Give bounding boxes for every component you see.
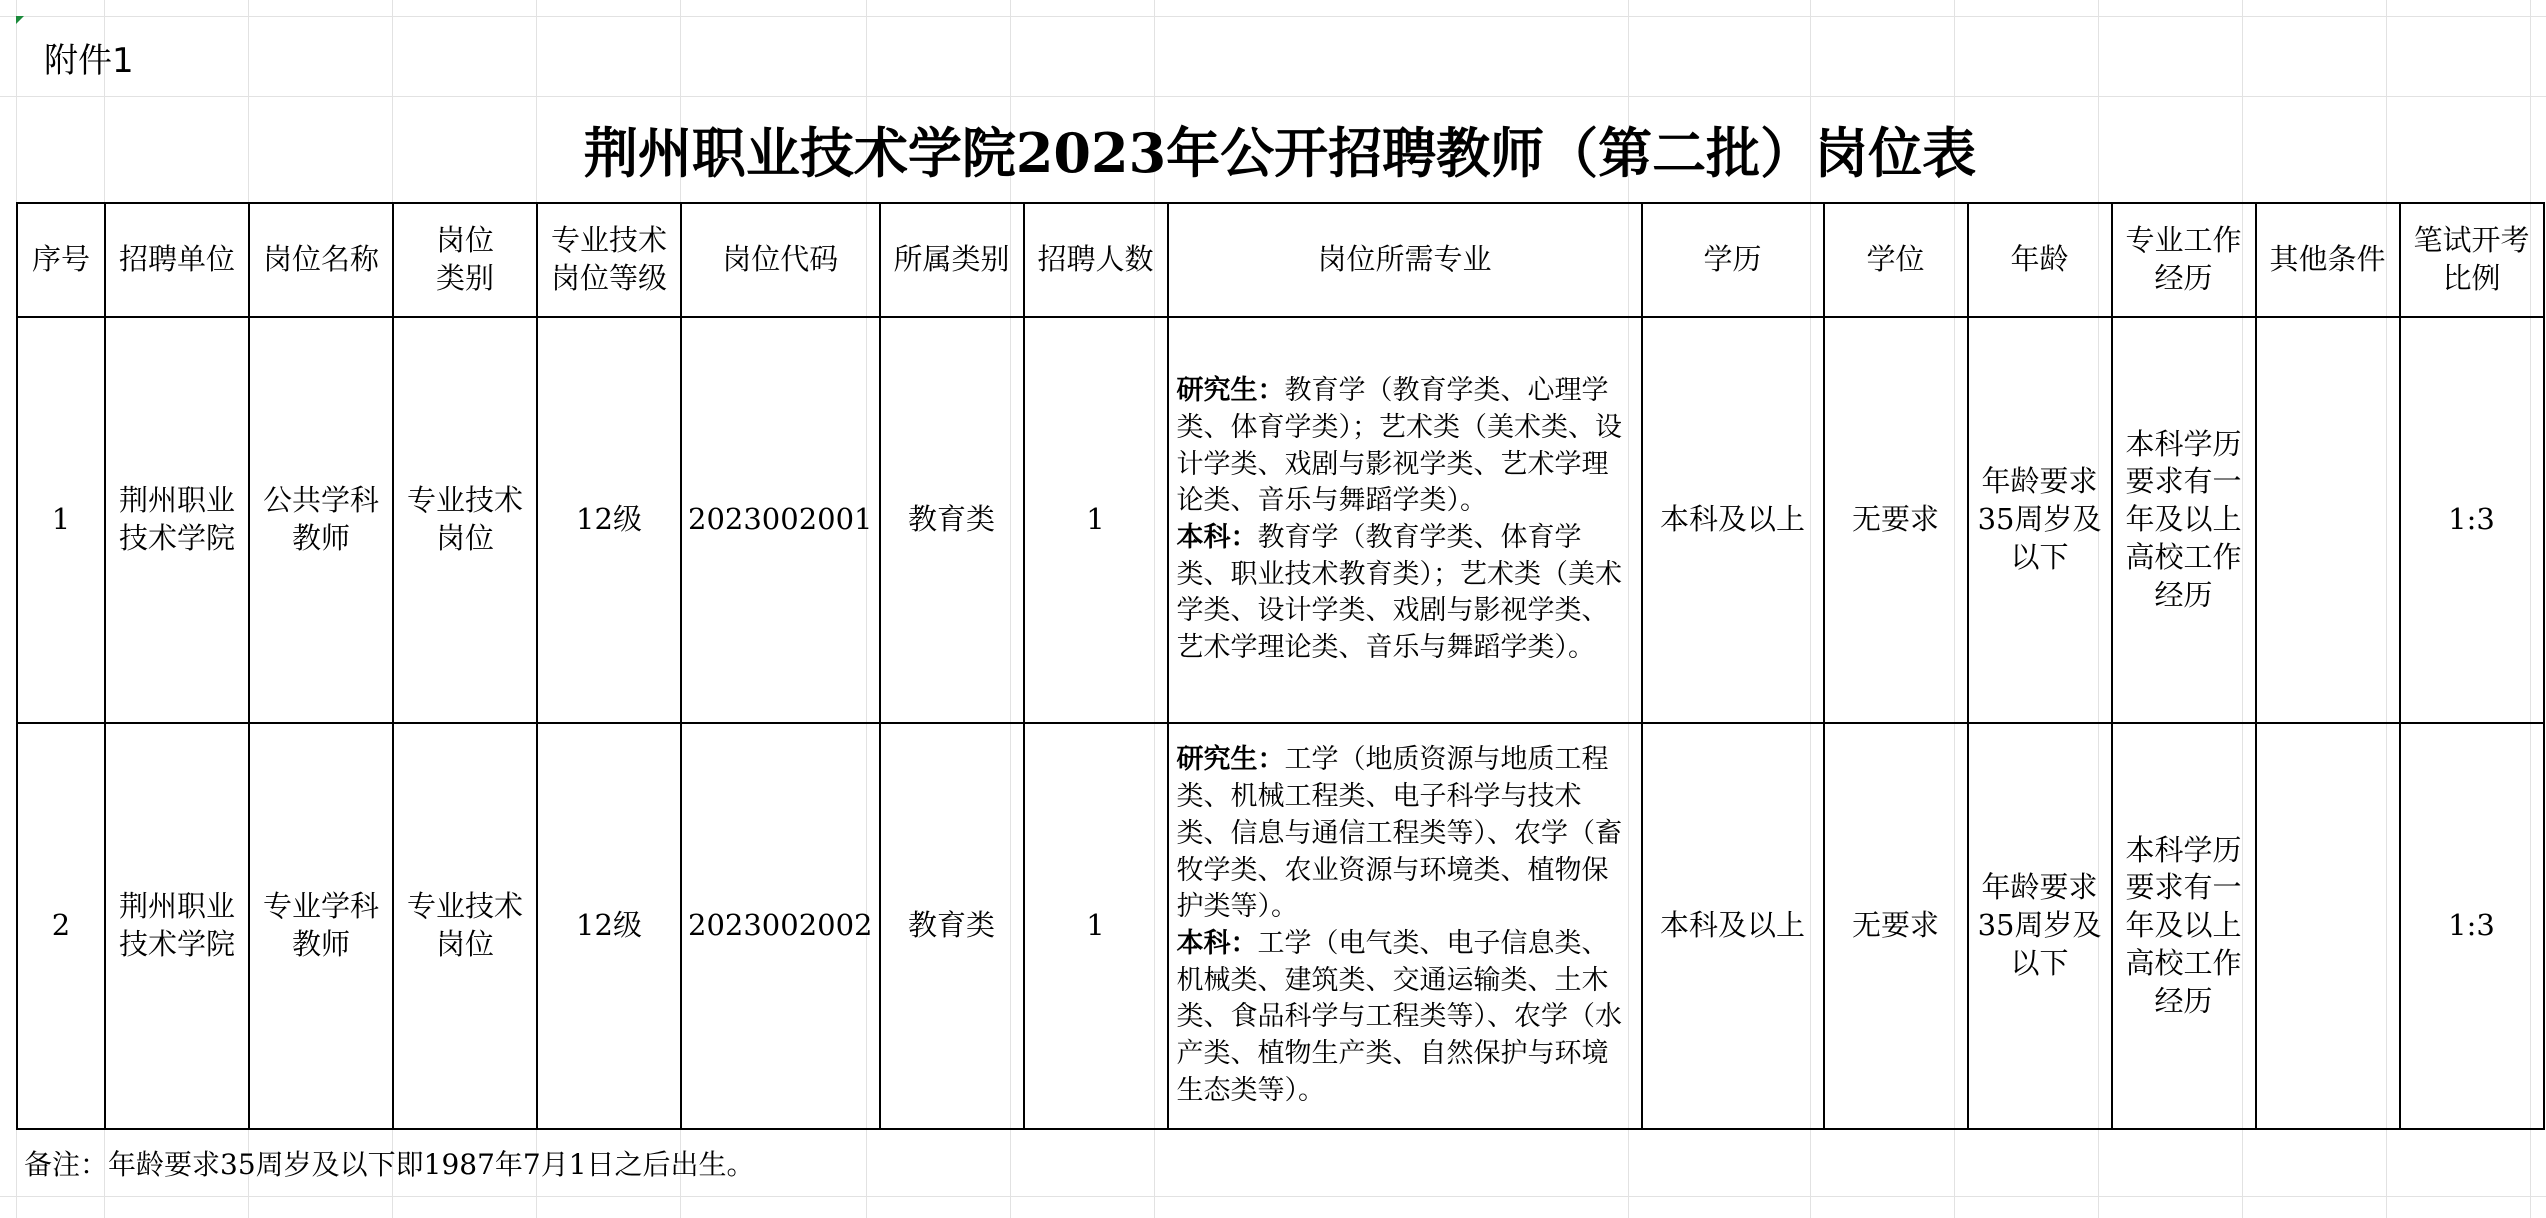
cell-age: 年龄要求35周岁及以下 xyxy=(1968,723,2112,1129)
major-ug-label: 本科： xyxy=(1176,928,1258,959)
major-grad-label: 研究生： xyxy=(1176,744,1285,776)
header-ratio: 笔试开考 比例 xyxy=(2400,203,2544,317)
cell-type: 教育类 xyxy=(880,723,1024,1129)
major-grad-label: 研究生： xyxy=(1176,375,1285,407)
cell-level: 12级 xyxy=(537,317,681,723)
header-other: 其他条件 xyxy=(2256,203,2400,317)
major-ug-label: 本科： xyxy=(1176,522,1258,553)
table-row xyxy=(17,723,2544,1129)
cell-level: 12级 xyxy=(537,723,681,1129)
cell-age: 年龄要求35周岁及以下 xyxy=(1968,317,2112,723)
cell-ratio: 1:3 xyxy=(2400,723,2544,1129)
major-ug-text: 工学（电气类、电子信息类、机械类、建筑类、交通运输类、土木类、食品科学与工程类等）、农学（水产类、植物生产类、自然保护与环境生态类等）。 xyxy=(1176,928,1623,1106)
cell-degree: 无要求 xyxy=(1824,723,1968,1129)
cell-seq: 1 xyxy=(17,317,105,723)
cell-other xyxy=(2256,723,2400,1129)
header-type: 所属类别 xyxy=(880,203,1024,317)
header-level: 专业技术 岗位等级 xyxy=(537,203,681,317)
document-title: 荆州职业技术学院2023年公开招聘教师（第二批）岗位表 xyxy=(583,120,1977,185)
cell-position: 专业学科教师 xyxy=(249,723,393,1129)
major-ug-text: 教育学（教育学类、体育学类、职业技术教育类）；艺术类（美术学类、设计学类、戏剧与影视学类、艺术学理论类、音乐与舞蹈学类）。 xyxy=(1176,522,1623,664)
cell-count: 1 xyxy=(1024,723,1168,1129)
cell-major xyxy=(1168,317,1642,723)
header-unit: 招聘单位 xyxy=(105,203,249,317)
header-degree: 学位 xyxy=(1824,203,1968,317)
cell-unit: 荆州职业技术学院 xyxy=(105,723,249,1129)
header-education: 学历 xyxy=(1642,203,1824,317)
header-major: 岗位所需专业 xyxy=(1168,203,1642,317)
header-age: 年龄 xyxy=(1968,203,2112,317)
cell-code: 2023002002 xyxy=(681,723,880,1129)
header-experience: 专业工作 经历 xyxy=(2112,203,2256,317)
cell-degree: 无要求 xyxy=(1824,317,1968,723)
header-code: 岗位代码 xyxy=(681,203,880,317)
cell-experience: 本科学历要求有一年及以上高校工作经历 xyxy=(2112,317,2256,723)
header-row xyxy=(17,203,2544,317)
cell-education: 本科及以上 xyxy=(1642,317,1824,723)
cell-category: 专业技术岗位 xyxy=(393,317,537,723)
header-count: 招聘人数 xyxy=(1024,203,1168,317)
cell-type: 教育类 xyxy=(880,317,1024,723)
header-category: 岗位 类别 xyxy=(393,203,537,317)
attachment-label: 附件1 xyxy=(44,40,134,81)
major-grad-text: 教育学（教育学类、心理学类、体育学类）；艺术类（美术类、设计学类、戏剧与影视学类、艺术学理论类、音乐与舞蹈学类）。 xyxy=(1176,375,1623,517)
header-seq: 序号 xyxy=(17,203,105,317)
cell-experience: 本科学历要求有一年及以上高校工作经历 xyxy=(2112,723,2256,1129)
cell-count: 1 xyxy=(1024,317,1168,723)
cell-position: 公共学科教师 xyxy=(249,317,393,723)
cell-seq: 2 xyxy=(17,723,105,1129)
positions-table xyxy=(16,202,2545,1130)
footnote: 备注：年龄要求35周岁及以下即1987年7月1日之后出生。 xyxy=(24,1148,755,1181)
header-position: 岗位名称 xyxy=(249,203,393,317)
major-grad-text: 工学（地质资源与地质工程类、机械工程类、电子科学与技术类、信息与通信工程类等）、农学（畜牧学类、农业资源与环境类、植物保护类等）。 xyxy=(1176,744,1623,923)
cell-category: 专业技术岗位 xyxy=(393,723,537,1129)
cell-education: 本科及以上 xyxy=(1642,723,1824,1129)
cell-major xyxy=(1168,723,1642,1129)
cell-code: 2023002001 xyxy=(681,317,880,723)
cell-other xyxy=(2256,317,2400,723)
cell-unit: 荆州职业技术学院 xyxy=(105,317,249,723)
table-row xyxy=(17,317,2544,723)
cell-ratio: 1:3 xyxy=(2400,317,2544,723)
